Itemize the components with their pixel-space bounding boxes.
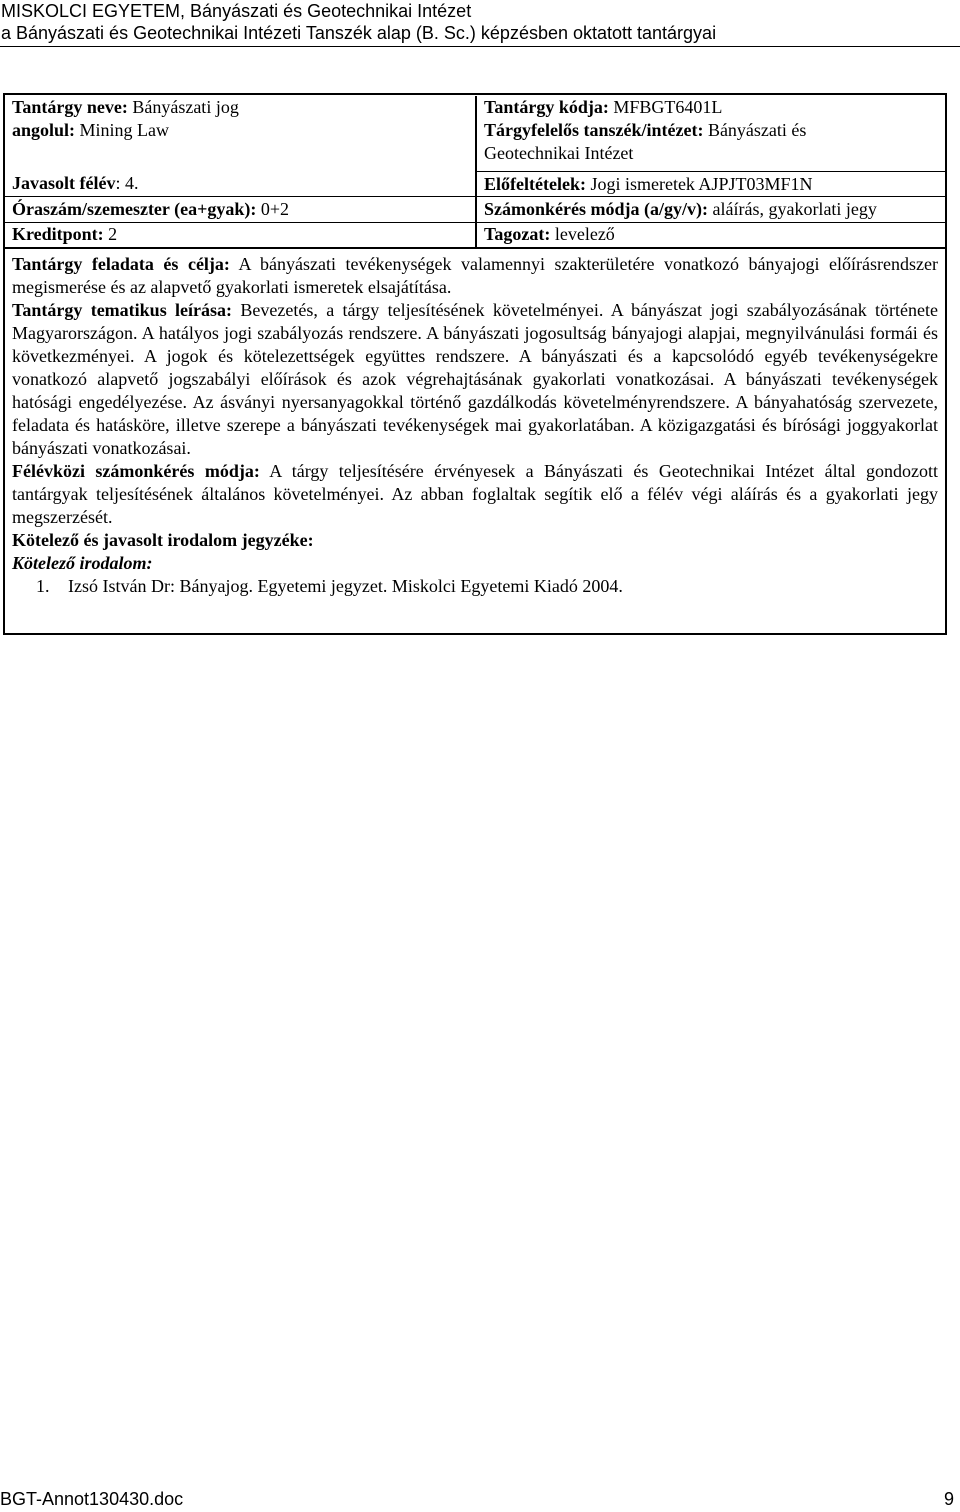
goal-label: Tantárgy feladata és célja: — [12, 254, 230, 274]
topics-paragraph — [12, 299, 938, 460]
midterm-text: A tárgy teljesítésére érvényesek a Bányászati és Geotechnikai Intézet által gondozott tantárgyak teljesítésének általános követelményei. Az abban foglaltak segítik elő a félév végi aláírás és a gyakorlati jegy megszerzését. — [12, 461, 939, 527]
exam-type-label: Számonkérés módja (a/gy/v): — [484, 199, 708, 219]
topics-label: Tantárgy tematikus leírása: — [12, 300, 233, 320]
department-label: Tárgyfelelős tanszék/intézet: — [484, 120, 704, 140]
course-code-value: MFBGT6401L — [608, 97, 723, 117]
course-code-label: Tantárgy kódja: — [484, 97, 609, 117]
credit-cell — [5, 223, 475, 247]
semester-cell — [5, 171, 475, 196]
reference-item: 1. Izsó István Dr: Bányajog. Egyetemi jegyzet. Miskolci Egyetemi Kiadó 2004. — [54, 575, 938, 598]
midterm-label: Félévközi számonkérés módja: — [12, 461, 260, 481]
literature-heading: Kötelező és javasolt irodalom jegyzéke: — [12, 530, 314, 550]
study-mode-cell — [475, 223, 945, 247]
hours-label: Óraszám/szemeszter (ea+gyak): — [12, 199, 257, 219]
header-subtitle: a Bányászati és Geotechnikai Intézeti Tanszék alap (B. Sc.) képzésben oktatott tantárgyai — [1, 23, 717, 43]
hours-row — [5, 196, 945, 222]
prerequisite-label: Előfeltételek: — [484, 174, 586, 194]
topics-text: Bevezetés, a tárgy teljesítésének követelményei. A bányászat jogi szabályozásának története Magyarországon. A hatályos jogi szabályozás rendszere. A bányászati jogosultság bányajogi alapjai, megnyilvánulási formái és következményei. A jogok és kötelezettségek együttes rendszere. A bányászati és a kapcsolódó egyéb tevékenységekre vonatkozó alapvető jogszabályi előírások és azok végrehajtásának gyakorlati vonatkozásai. A bányászati tevékenységek hatósági engedélyezése. Az ásványi nyersanyagokkal történő gazdálkodás követelményrendszere. A bányahatóság szervezete, feladata és hatásköre, illetve szerepe a bányászati tevékenységek mai gyakorlatában. A közigazgatási és bírósági joggyakorlat bányászati vonatkozásai. — [12, 300, 939, 458]
goal-text: A bányászati tevékenységek valamennyi szakterületére vonatkozó bányajogi előírásrendszer megismerése és az alapvető gyakorlati ismeretek elsajátítása. — [12, 254, 938, 297]
credit-value: 2 — [103, 224, 118, 244]
exam-type-cell — [475, 197, 945, 222]
english-name-label: angolul: — [12, 120, 76, 140]
department-value: Bányászati és — [703, 120, 807, 140]
department-value-line2: Geotechnikai Intézet — [484, 143, 634, 163]
english-name-value: Mining Law — [75, 120, 170, 140]
semester-value: : 4. — [115, 173, 139, 193]
study-mode-label: Tagozat: — [484, 224, 551, 244]
course-sheet — [3, 93, 947, 635]
exam-type-value: aláírás, gyakorlati jegy — [707, 199, 877, 219]
study-mode-value: levelező — [550, 224, 615, 244]
course-identity-row — [5, 95, 945, 171]
header-institution: MISKOLCI EGYETEM, Bányászati és Geotechnikai Intézet — [1, 1, 472, 21]
hours-value: 0+2 — [256, 199, 289, 219]
page-header — [0, 0, 960, 47]
course-name-value: Bányászati jog — [127, 97, 239, 117]
course-code-cell — [475, 96, 945, 171]
semester-label: Javasolt félév — [12, 173, 116, 193]
required-literature-heading: Kötelező irodalom: — [12, 553, 153, 573]
footer-filename: BGT-Annot130430.doc — [0, 1489, 184, 1509]
page-footer — [0, 1488, 960, 1512]
credit-label: Kreditpont: — [12, 224, 104, 244]
goal-paragraph — [12, 253, 938, 299]
course-description — [5, 249, 945, 598]
course-name-label: Tantárgy neve: — [12, 97, 128, 117]
course-name-cell — [5, 96, 475, 171]
footer-page-number: 9 — [943, 1489, 954, 1509]
prerequisite-cell — [475, 171, 945, 196]
prerequisite-value: Jogi ismeretek AJPJT03MF1N — [585, 174, 813, 194]
midterm-paragraph — [12, 460, 938, 529]
reference-list — [12, 575, 938, 598]
credit-row — [5, 222, 945, 249]
semester-row — [5, 171, 945, 196]
hours-cell — [5, 197, 475, 222]
